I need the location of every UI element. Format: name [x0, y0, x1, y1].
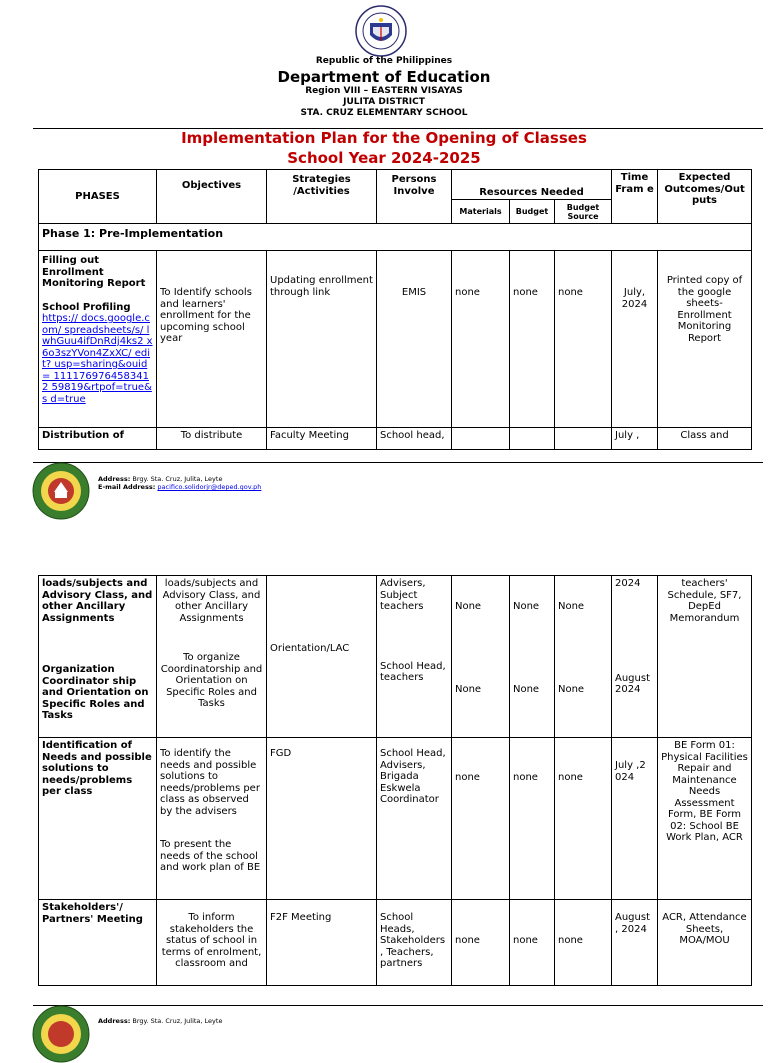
stake-objective: To inform stakeholders the status of school in terms of enrolment, classroom and [157, 900, 267, 986]
plan-title: Implementation Plan for the Opening of Classes [181, 129, 587, 147]
stake-materials: none [452, 900, 510, 986]
needs-expected: BE Form 01: Physical Facilities Repair and Maintenance Needs Assessment Form, BE Form 02: School BE Work Plan, ACR [658, 738, 752, 900]
plan-subtitle: School Year 2024-2025 [287, 149, 481, 167]
stake-strategy: F2F Meeting [267, 900, 377, 986]
stake-phase: Stakeholders'/ Partners' Meeting [39, 900, 157, 986]
stake-budget: none [510, 900, 555, 986]
row1-budget: none [510, 251, 555, 428]
row1-time: July, 2024 [612, 251, 658, 428]
needs-budget: none [510, 738, 555, 900]
row2-persons: School head, [377, 428, 452, 450]
district-text: JULITA DISTRICT [343, 97, 425, 107]
stake-source: none [555, 900, 612, 986]
cont-phase-text: loads/subjects and Advisory Class, and other Ancillary Assignments [42, 578, 153, 624]
needs-time: July ,2 024 [612, 738, 658, 900]
org-materials-text: None [455, 683, 482, 695]
col-materials: Materials [452, 200, 510, 224]
col-phases: PHASES [39, 170, 157, 224]
col-time: Time Fram e [612, 170, 658, 224]
stake-persons: School Heads, Stakeholders , Teachers, partners [377, 900, 452, 986]
needs-source: none [555, 738, 612, 900]
needs-strategy: FGD [267, 738, 377, 900]
needs-objective [157, 738, 267, 900]
row1-objective: To Identify schools and learners' enrollment for the upcoming school year [157, 251, 267, 428]
department-title: Department of Education [277, 68, 491, 86]
cont-objective [157, 576, 267, 738]
row1-persons: EMIS [377, 251, 452, 428]
col-persons: Persons Involve [377, 170, 452, 224]
cont-materials [452, 576, 510, 738]
org-budget-text: None [513, 683, 540, 695]
footer2-divider [33, 1005, 763, 1006]
region-text: Region VIII – EASTERN VISAYAS [305, 86, 463, 96]
republic-text: Republic of the Philippines [315, 56, 453, 66]
address-label: Address: [98, 475, 131, 483]
cont-budget-text: None [513, 601, 540, 612]
address-value: Brgy. Sta. Cruz, Julita, Leyte [132, 475, 223, 483]
org-persons-text: School Head, teachers [380, 660, 446, 683]
cont-phase [39, 576, 157, 738]
row1-source: none [555, 251, 612, 428]
stake-expected: ACR, Attendance Sheets, MOA/MOU [658, 900, 752, 986]
col-budget: Budget [510, 200, 555, 224]
needs-objective-b: To present the needs of the school and work plan of BE [160, 839, 261, 873]
org-time-text: August 2024 [615, 672, 650, 695]
row1-expected: Printed copy of the google sheets- Enrollment Monitoring Report [658, 251, 752, 428]
cont-time-text: 2024 [615, 578, 641, 589]
address-label-2: Address: [98, 1017, 131, 1025]
needs-phase: Identification of Needs and possible solutions to needs/problems per class [39, 738, 157, 900]
row2-objective: To distribute [157, 428, 267, 450]
phase-1-label: Phase 1: Pre-Implementation [39, 224, 752, 251]
cont-source-text: None [558, 601, 585, 612]
row2-time: July , [612, 428, 658, 450]
col-expected: Expected Outcomes/Out puts [658, 170, 752, 224]
stake-time: August , 2024 [612, 900, 658, 986]
row2-strategy: Faculty Meeting [267, 428, 377, 450]
row1-materials: none [452, 251, 510, 428]
address-value-2: Brgy. Sta. Cruz, Julita, Leyte [132, 1017, 223, 1025]
row2-phase: Distribution of [39, 428, 157, 450]
row1-phase-b: School Profiling [42, 301, 131, 313]
org-phase-text: Organization Coordinator ship and Orientation on Specific Roles and Tasks [42, 664, 149, 721]
school-text: STA. CRUZ ELEMENTARY SCHOOL [300, 108, 468, 118]
org-source-text: None [558, 683, 585, 695]
cont-objective-text: loads/subjects and Advisory Class, and other Ancillary Assignments [162, 578, 261, 624]
email-label: E-mail Address: [98, 483, 156, 491]
cont-expected: teachers' Schedule, SF7, DepEd Memorandum [658, 576, 752, 738]
row2-expected: Class and [658, 428, 752, 450]
cont-persons-text: Advisers, Subject teachers [380, 578, 426, 612]
plan-table-page1 [38, 169, 752, 450]
cont-budget [510, 576, 555, 738]
cont-strategy [267, 576, 377, 738]
col-strategies: Strategies /Activities [267, 170, 377, 224]
cont-persons [377, 576, 452, 738]
org-strategy-text: Orientation/LAC [270, 643, 350, 654]
needs-materials: none [452, 738, 510, 900]
col-budget-source: Budget Source [555, 200, 612, 224]
footer-divider [33, 462, 763, 463]
deped-seal-logo [355, 5, 407, 57]
needs-objective-a: To identify the needs and possible solutions to needs/problems per class as observed by the advisers [160, 748, 260, 817]
org-objective-text: To organize Coordinatorship and Orientation on Specific Roles and Tasks [160, 652, 263, 709]
row1-phase [39, 251, 157, 428]
school-profiling-link[interactable]: https:// docs.google.com/ spreadsheets/s/ lwhGuu4ifDnRdj4ks2 x6o3szYVon4ZxXC/ edit? usp=sharing&ouid= 1111769764583412 59819&rtpof=true&s d=true [42, 313, 153, 405]
cont-materials-text: None [455, 601, 482, 612]
email-link[interactable]: pacifico.solidorjr@deped.gov.ph [157, 483, 262, 491]
cont-time [612, 576, 658, 738]
row1-phase-a: Filling out Enrollment Monitoring Report [42, 255, 146, 289]
school-logo [32, 462, 90, 520]
school-logo-2 [32, 1005, 90, 1063]
footer-address-block [98, 475, 261, 491]
row1-strategy: Updating enrollment through link [267, 251, 377, 428]
col-resources: Resources Needed [452, 170, 612, 200]
needs-persons: School Head, Advisers, Brigada Eskwela Coordinator [377, 738, 452, 900]
cont-source [555, 576, 612, 738]
col-objectives: Objectives [157, 170, 267, 224]
plan-table-page2 [38, 575, 752, 986]
